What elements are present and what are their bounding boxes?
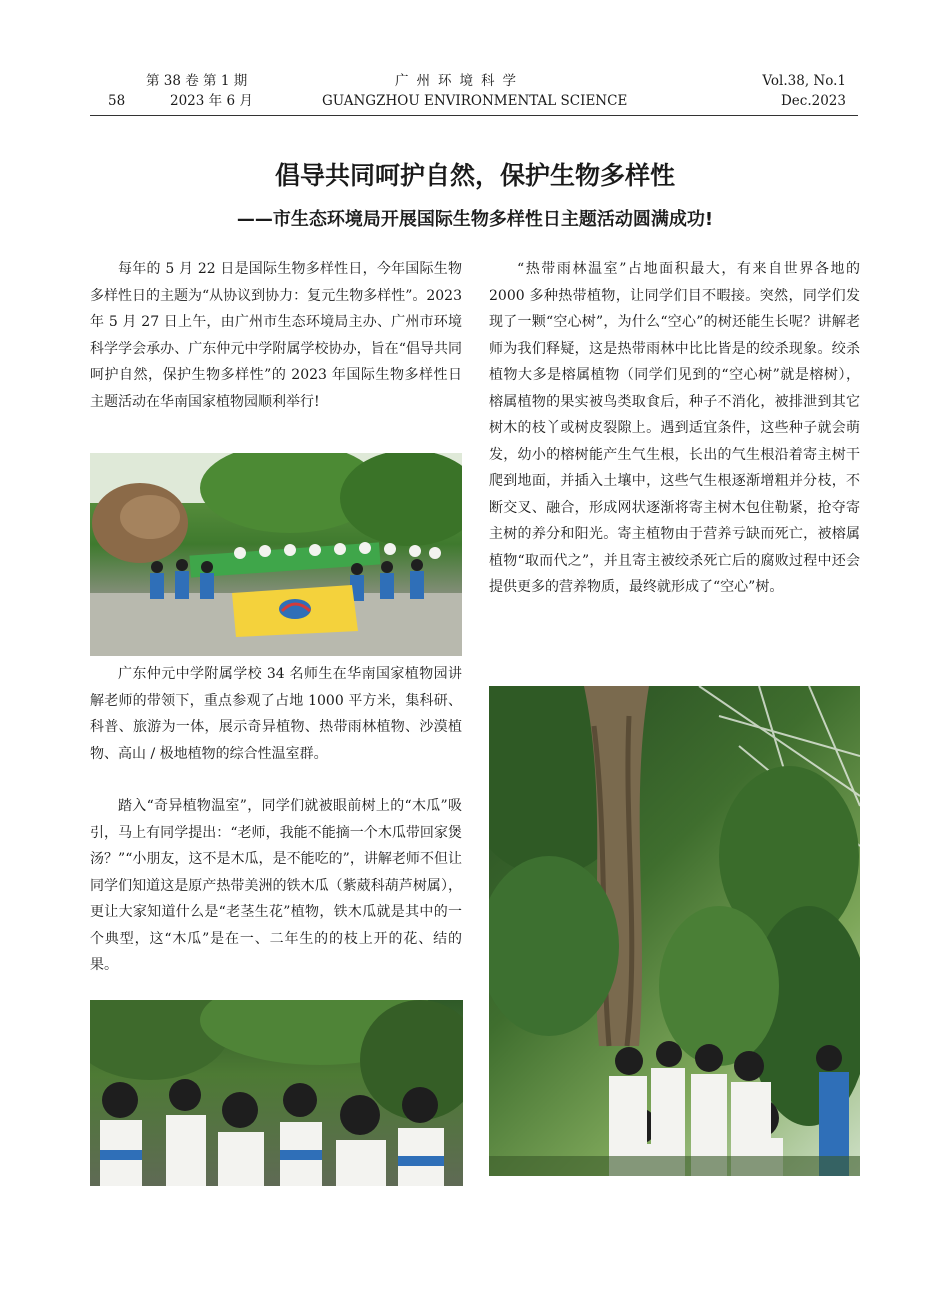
group-photo-illustration [90,453,462,656]
journal-title-cn: 广州环境科学 [395,73,524,89]
journal-title-en: GUANGZHOU ENVIRONMENTAL SCIENCE [322,93,628,109]
article-subtitle: ——市生态环境局开展国际生物多样性日主题活动圆满成功! [236,209,714,230]
date-en: Dec.2023 [780,93,846,109]
banyan-photo-illustration [489,686,860,1176]
banyan-tree-photo [489,686,860,1176]
paragraph-visit: 广东仲元中学附属学校 34 名师生在华南国家植物园讲解老师的带领下，重点参观了占地 1000 平方米，集科研、科普、旅游为一体，展示奇异植物、热带雨林植物、沙漠植物、高山 / 极地植物的综合性温室群。 [90,666,462,762]
page-number: 58 [108,93,126,109]
volume-cn: 第 38 卷 第 1 期 [146,73,248,89]
article-title: 倡导共同呵护自然，保护生物多样性 [274,161,675,190]
group-photo [90,453,462,656]
page-header [90,70,858,116]
paragraph-intro: 每年的 5 月 22 日是国际生物多样性日，今年国际生物多样性日的主题为“从协议到协力：复元生物多样性”。2023 年 5 月 27 日上午，由广州市生态环境局主办、广州市环境科学学会承办、广东仲元中学附属学校协办，旨在“倡导共同呵护自然，保护生物多样性”的 2023 年国际生物多样性日主题活动在华南国家植物园顺利举行! [90,261,462,410]
students-photo-illustration [90,1000,463,1186]
paragraph-exotic-plants: 踏入“奇异植物温室”，同学们就被眼前树上的“木瓜”吸引，马上有同学提出：“老师，我能不能摘一个木瓜带回家煲汤？”“小朋友，这不是木瓜，是不能吃的”，讲解老师不但让同学们知道这是原产热带美洲的铁木瓜（紫葳科葫芦树属），更让大家知道什么是“老茎生花”植物，铁木瓜就是其中的一个典型，这“木瓜”是在一、二年生的的枝上开的花、结的果。 [90,798,462,973]
students-in-greenhouse-photo [90,1000,463,1186]
volume-en: Vol.38, No.1 [762,73,846,89]
date-cn: 2023 年 6 月 [170,93,253,109]
paragraph-rainforest: “热带雨林温室”占地面积最大，有来自世界各地的 2000 多种热带植物，让同学们目不暇接。突然，同学们发现了一颗“空心树”，为什么“空心”的树还能生长呢？讲解老师为我们释疑，这是热带雨林中比比皆是的绞杀现象。绞杀植物大多是榕属植物（同学们见到的“空心树”就是榕树），榕属植物的果实被鸟类取食后，种子不消化，被排泄到其它树木的枝丫或树皮裂隙上。遇到适宜条件，这些种子就会萌发，幼小的榕树能产生气生根，长出的气生根沿着寄主树干爬到地面，并插入土壤中，这些气生根逐渐增粗并分枝，不断交叉、融合，形成网状逐渐将寄主树木包住勒紧，抢夺寄主树的养分和阳光。寄主植物由于营养亏缺而死亡，被榕属植物“取而代之”，并且寄主被绞杀死亡后的腐败过程中还会提供更多的营养物质，最终就形成了“空心”树。 [489,261,860,595]
